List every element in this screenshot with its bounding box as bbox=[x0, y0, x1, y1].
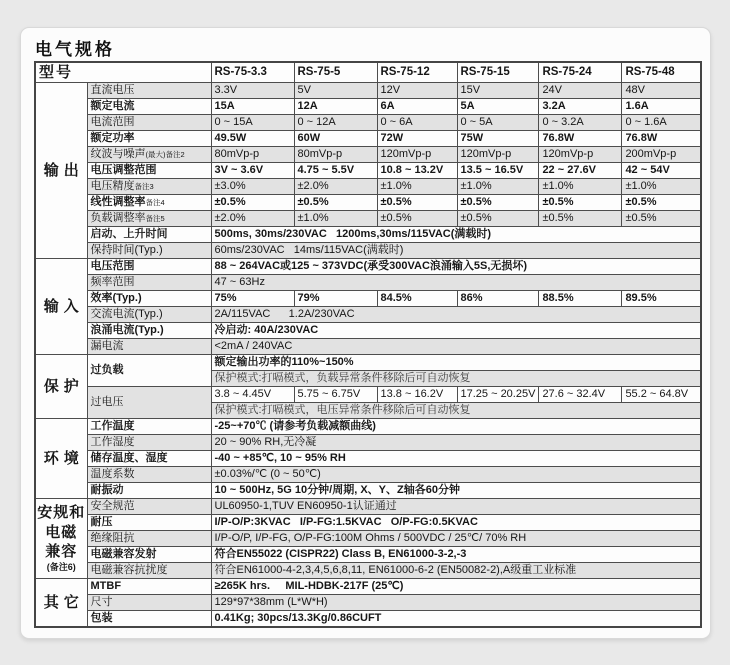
span-value-cell: -25~+70℃ (请参考负载减额曲线) bbox=[211, 419, 701, 435]
table-row bbox=[35, 339, 701, 355]
row-label-text: 漏电流 bbox=[90, 340, 124, 352]
model-name: RS-75-5 bbox=[294, 62, 377, 83]
value-cell: ±1.0% bbox=[539, 179, 622, 195]
value-cell: 5V bbox=[294, 83, 377, 99]
row-label-text: 额定电流 bbox=[90, 100, 135, 112]
table-row bbox=[35, 531, 701, 547]
table-row bbox=[35, 227, 701, 243]
row-label bbox=[87, 243, 211, 259]
row-label-text: 安全规范 bbox=[90, 500, 135, 512]
value-cell: 49.5W bbox=[211, 131, 294, 147]
model-row-title: 型号 bbox=[35, 62, 211, 83]
span-value-cell: 2A/115VAC 1.2A/230VAC bbox=[211, 307, 701, 323]
value-cell: 22 ~ 27.6V bbox=[539, 163, 622, 179]
table-row bbox=[35, 515, 701, 531]
model-header-row bbox=[35, 62, 701, 83]
span-value-cell: 60ms/230VAC 14ms/115VAC(满载时) bbox=[211, 243, 701, 259]
table-row bbox=[35, 499, 701, 515]
row-label bbox=[87, 275, 211, 291]
section-label-line: 安规和 bbox=[37, 504, 86, 522]
value-cell: 42 ~ 54V bbox=[622, 163, 701, 179]
table-row bbox=[35, 211, 701, 227]
value-cell: 5A bbox=[457, 99, 539, 115]
row-label bbox=[87, 355, 211, 387]
row-label-text: 包装 bbox=[90, 612, 113, 624]
row-label bbox=[87, 115, 211, 131]
table-row bbox=[35, 259, 701, 275]
table-row bbox=[35, 563, 701, 579]
value-cell: ±1.0% bbox=[457, 179, 539, 195]
value-cell: 13.5 ~ 16.5V bbox=[457, 163, 539, 179]
table-row bbox=[35, 595, 701, 611]
table-row bbox=[35, 179, 701, 195]
value-cell: 3.8 ~ 4.45V bbox=[211, 387, 294, 403]
span-value-cell: <2mA / 240VAC bbox=[211, 339, 701, 355]
value-cell: 15A bbox=[211, 99, 294, 115]
row-label-text: 过电压 bbox=[90, 396, 124, 408]
value-cell: 10.8 ~ 13.2V bbox=[377, 163, 457, 179]
row-label bbox=[87, 499, 211, 515]
span-value-cell: I/P-O/P:3KVAC I/P-FG:1.5KVAC O/P-FG:0.5KVAC bbox=[211, 515, 701, 531]
row-label-text: 耐振动 bbox=[90, 484, 124, 496]
row-label-text: 交流电流(Typ.) bbox=[90, 308, 163, 320]
row-label bbox=[87, 547, 211, 563]
value-cell: 120mVp-p bbox=[539, 147, 622, 163]
value-cell: 6A bbox=[377, 99, 457, 115]
table-row bbox=[35, 611, 701, 628]
value-cell: 76.8W bbox=[539, 131, 622, 147]
value-cell: 86% bbox=[457, 291, 539, 307]
value-cell: 17.25 ~ 20.25V bbox=[457, 387, 539, 403]
table-row bbox=[35, 195, 701, 211]
section-label bbox=[35, 83, 87, 259]
section-label bbox=[35, 355, 87, 419]
row-label bbox=[87, 195, 211, 211]
value-cell: ±2.0% bbox=[294, 179, 377, 195]
value-cell: 48V bbox=[622, 83, 701, 99]
table-row bbox=[35, 419, 701, 435]
table-row bbox=[35, 451, 701, 467]
section-label bbox=[35, 579, 87, 628]
section-note: (备注6) bbox=[46, 561, 76, 572]
row-label-text: 工作温度 bbox=[90, 420, 135, 432]
row-label bbox=[87, 163, 211, 179]
table-row bbox=[35, 483, 701, 499]
value-cell: ±0.5% bbox=[539, 211, 622, 227]
row-label bbox=[87, 179, 211, 195]
row-label-text: 过负载 bbox=[90, 364, 124, 376]
table-row bbox=[35, 147, 701, 163]
table-row bbox=[35, 355, 701, 371]
value-cell: 120mVp-p bbox=[457, 147, 539, 163]
table-row bbox=[35, 83, 701, 99]
table-row bbox=[35, 243, 701, 259]
span-value-cell: 88 ~ 264VAC或125 ~ 373VDC(承受300VAC浪涌输入5S,无损坏) bbox=[211, 259, 701, 275]
row-label-text: MTBF bbox=[90, 580, 122, 592]
row-label bbox=[87, 323, 211, 339]
section-label-text: 输出 bbox=[43, 161, 84, 179]
value-cell: 0 ~ 3.2A bbox=[539, 115, 622, 131]
row-label-text: 负载调整率 bbox=[90, 212, 146, 224]
value-cell: ±0.5% bbox=[457, 195, 539, 211]
value-cell: 88.5% bbox=[539, 291, 622, 307]
table-row bbox=[35, 435, 701, 451]
value-cell: 72W bbox=[377, 131, 457, 147]
row-label bbox=[87, 467, 211, 483]
row-label bbox=[87, 531, 211, 547]
value-cell: ±3.0% bbox=[211, 179, 294, 195]
model-name: RS-75-3.3 bbox=[211, 62, 294, 83]
section-label-text: 输入 bbox=[43, 297, 84, 315]
table-row bbox=[35, 291, 701, 307]
value-cell: 79% bbox=[294, 291, 377, 307]
value-cell: 12A bbox=[294, 99, 377, 115]
value-cell: ±0.5% bbox=[457, 211, 539, 227]
value-cell: 84.5% bbox=[377, 291, 457, 307]
row-label-text: 纹波与噪声 bbox=[90, 148, 146, 160]
row-label-text: 工作湿度 bbox=[90, 436, 135, 448]
span-value-cell: 10 ~ 500Hz, 5G 10分钟/周期, X、Y、Z轴各60分钟 bbox=[211, 483, 701, 499]
span-value-cell: 符合EN55022 (CISPR22) Class B, EN61000-3-2,-3 bbox=[211, 547, 701, 563]
row-label bbox=[87, 339, 211, 355]
row-label-text: 保持时间(Typ.) bbox=[90, 244, 163, 256]
row-label-text: 电流范围 bbox=[90, 116, 135, 128]
model-name: RS-75-48 bbox=[622, 62, 701, 83]
value-cell: 15V bbox=[457, 83, 539, 99]
table-row bbox=[35, 467, 701, 483]
section-label-text: 环境 bbox=[43, 449, 84, 467]
row-label-note: 备注4 bbox=[145, 198, 165, 207]
table-row bbox=[35, 275, 701, 291]
table-row bbox=[35, 307, 701, 323]
section-label-line: 电磁 bbox=[45, 523, 78, 541]
value-cell: ±0.5% bbox=[622, 211, 701, 227]
span-value-cell: -40 ~ +85℃, 10 ~ 95% RH bbox=[211, 451, 701, 467]
row-label bbox=[87, 483, 211, 499]
value-cell: 0 ~ 1.6A bbox=[622, 115, 701, 131]
value-cell: 80mVp-p bbox=[294, 147, 377, 163]
value-cell: ±0.5% bbox=[539, 195, 622, 211]
row-label bbox=[87, 563, 211, 579]
row-label-text: 电磁兼容发射 bbox=[90, 548, 157, 560]
value-cell: 13.8 ~ 16.2V bbox=[377, 387, 457, 403]
value-cell: 0 ~ 15A bbox=[211, 115, 294, 131]
row-label-text: 电压调整范围 bbox=[90, 164, 157, 176]
row-label bbox=[87, 451, 211, 467]
span-value-cell: ±0.03%/℃ (0 ~ 50℃) bbox=[211, 467, 701, 483]
row-label bbox=[87, 259, 211, 275]
span-value-cell: 符合EN61000-4-2,3,4,5,6,8,11, EN61000-6-2 (EN50082-2),A级重工业标准 bbox=[211, 563, 701, 579]
value-cell: 75W bbox=[457, 131, 539, 147]
value-cell: ±2.0% bbox=[211, 211, 294, 227]
value-cell: ±0.5% bbox=[622, 195, 701, 211]
value-cell: 80mVp-p bbox=[211, 147, 294, 163]
row-label bbox=[87, 579, 211, 595]
span-value-cell: 保护模式:打嗝模式，电压异常条件移除后可自动恢复 bbox=[211, 403, 701, 419]
row-label bbox=[87, 419, 211, 435]
value-cell: 89.5% bbox=[622, 291, 701, 307]
table-row bbox=[35, 547, 701, 563]
value-cell: ±0.5% bbox=[211, 195, 294, 211]
row-label bbox=[87, 515, 211, 531]
table-row bbox=[35, 579, 701, 595]
spec-panel bbox=[20, 27, 711, 639]
table-row bbox=[35, 163, 701, 179]
row-label-text: 电压精度 bbox=[90, 180, 135, 192]
table-row bbox=[35, 323, 701, 339]
value-cell: 0 ~ 12A bbox=[294, 115, 377, 131]
row-label-text: 线性调整率 bbox=[90, 196, 146, 208]
value-cell: 120mVp-p bbox=[377, 147, 457, 163]
value-cell: 12V bbox=[377, 83, 457, 99]
span-value-cell: 额定输出功率的110%~150% bbox=[211, 355, 701, 371]
model-name: RS-75-15 bbox=[457, 62, 539, 83]
value-cell: ±1.0% bbox=[294, 211, 377, 227]
row-label-text: 额定功率 bbox=[90, 132, 135, 144]
table-row bbox=[35, 387, 701, 403]
span-value-cell: 47 ~ 63Hz bbox=[211, 275, 701, 291]
section-label bbox=[35, 419, 87, 499]
model-name: RS-75-12 bbox=[377, 62, 457, 83]
table-row bbox=[35, 99, 701, 115]
row-label-note: 备注3 bbox=[134, 182, 154, 191]
row-label bbox=[87, 307, 211, 323]
table-row bbox=[35, 115, 701, 131]
span-value-cell: 20 ~ 90% RH,无冷凝 bbox=[211, 435, 701, 451]
value-cell: 5.75 ~ 6.75V bbox=[294, 387, 377, 403]
section-label bbox=[35, 259, 87, 355]
value-cell: ±1.0% bbox=[622, 179, 701, 195]
model-name: RS-75-24 bbox=[539, 62, 622, 83]
row-label bbox=[87, 83, 211, 99]
row-label bbox=[87, 387, 211, 419]
value-cell: 3.3V bbox=[211, 83, 294, 99]
span-value-cell: 保护模式:打嗝模式，负载异常条件移除后可自动恢复 bbox=[211, 371, 701, 387]
row-label-note: 备注5 bbox=[145, 214, 165, 223]
value-cell: 0 ~ 5A bbox=[457, 115, 539, 131]
section-label-line: 兼容 bbox=[45, 543, 78, 561]
value-cell: 1.6A bbox=[622, 99, 701, 115]
value-cell: ±1.0% bbox=[377, 179, 457, 195]
row-label bbox=[87, 611, 211, 628]
value-cell: 3V ~ 3.6V bbox=[211, 163, 294, 179]
row-label-text: 直流电压 bbox=[90, 84, 135, 96]
value-cell: 27.6 ~ 32.4V bbox=[539, 387, 622, 403]
value-cell: 200mVp-p bbox=[622, 147, 701, 163]
value-cell: 0 ~ 6A bbox=[377, 115, 457, 131]
row-label bbox=[87, 291, 211, 307]
span-value-cell: ≥265K hrs. MIL-HDBK-217F (25℃) bbox=[211, 579, 701, 595]
row-label-text: 温度系数 bbox=[90, 468, 135, 480]
value-cell: 55.2 ~ 64.8V bbox=[622, 387, 701, 403]
value-cell: ±0.5% bbox=[377, 195, 457, 211]
row-label-note: (最大)备注2 bbox=[145, 150, 185, 159]
span-value-cell: 129*97*38mm (L*W*H) bbox=[211, 595, 701, 611]
row-label-text: 储存温度、湿度 bbox=[90, 452, 168, 464]
row-label bbox=[87, 595, 211, 611]
value-cell: ±0.5% bbox=[377, 211, 457, 227]
section-label-text: 保护 bbox=[43, 377, 84, 395]
span-value-cell: 冷启动: 40A/230VAC bbox=[211, 323, 701, 339]
row-label-text: 绝缘阻抗 bbox=[90, 532, 135, 544]
value-cell: 3.2A bbox=[539, 99, 622, 115]
row-label bbox=[87, 211, 211, 227]
value-cell: 24V bbox=[539, 83, 622, 99]
value-cell: 60W bbox=[294, 131, 377, 147]
span-value-cell: 500ms, 30ms/230VAC 1200ms,30ms/115VAC(满载时) bbox=[211, 227, 701, 243]
section-label bbox=[35, 499, 87, 579]
row-label-text: 频率范围 bbox=[90, 276, 135, 288]
value-cell: 75% bbox=[211, 291, 294, 307]
value-cell: ±0.5% bbox=[294, 195, 377, 211]
spec-table bbox=[34, 61, 702, 628]
row-label-text: 耐压 bbox=[90, 516, 113, 528]
row-label-text: 浪涌电流(Typ.) bbox=[90, 324, 164, 336]
row-label bbox=[87, 147, 211, 163]
value-cell: 76.8W bbox=[622, 131, 701, 147]
table-row bbox=[35, 131, 701, 147]
row-label-text: 电磁兼容抗扰度 bbox=[90, 564, 168, 576]
section-label-text: 其它 bbox=[43, 593, 84, 611]
span-value-cell: 0.41Kg; 30pcs/13.3Kg/0.86CUFT bbox=[211, 611, 701, 628]
page-title: 电气规格 bbox=[35, 40, 115, 59]
row-label bbox=[87, 99, 211, 115]
span-value-cell: UL60950-1,TUV EN60950-1认证通过 bbox=[211, 499, 701, 515]
row-label-text: 启动、上升时间 bbox=[90, 228, 168, 240]
row-label bbox=[87, 227, 211, 243]
row-label-text: 电压范围 bbox=[90, 260, 135, 272]
row-label bbox=[87, 131, 211, 147]
span-value-cell: I/P-O/P, I/P-FG, O/P-FG:100M Ohms / 500VDC / 25℃/ 70% RH bbox=[211, 531, 701, 547]
spec-table-body bbox=[35, 83, 701, 628]
row-label bbox=[87, 435, 211, 451]
row-label-text: 效率(Typ.) bbox=[90, 292, 142, 304]
row-label-text: 尺寸 bbox=[90, 596, 113, 608]
value-cell: 4.75 ~ 5.5V bbox=[294, 163, 377, 179]
